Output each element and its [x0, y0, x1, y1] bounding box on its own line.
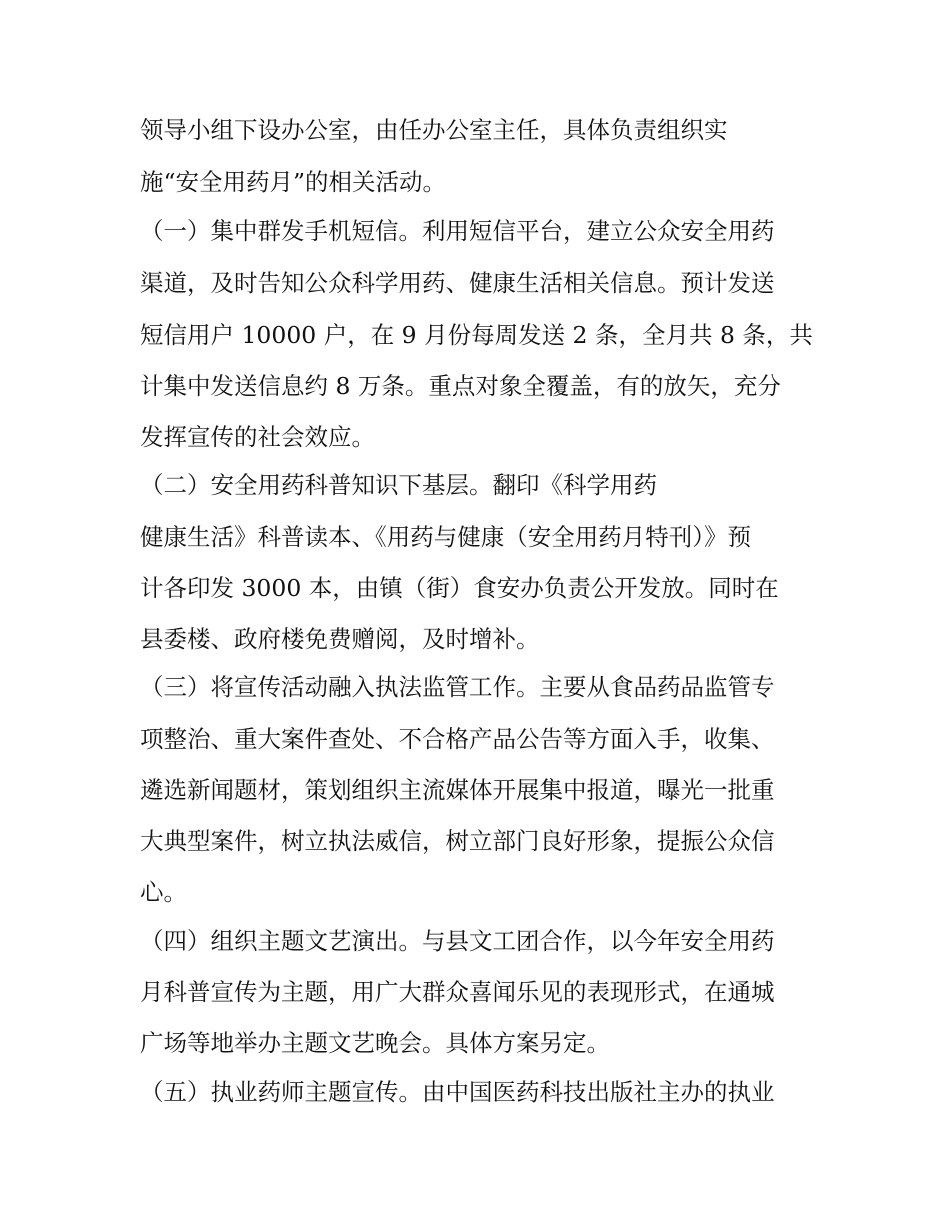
text-line: 计各印发 3000 本，由镇（街）食安办负责公开发放。同时在	[140, 574, 779, 602]
text-line: （一）集中群发手机短信。利用短信平台，建立公众安全用药	[140, 217, 775, 245]
text-line: （三）将宣传活动融入执法监管工作。主要从食品药品监管专	[140, 673, 775, 701]
text-line: 计集中发送信息约 8 万条。重点对象全覆盖，有的放矢，充分	[140, 372, 781, 400]
text-line: 发挥宣传的社会效应。	[140, 423, 375, 451]
text-line: 遴选新闻题材，策划组织主流媒体开展集中报道，曝光一批重	[140, 776, 775, 804]
text-line: （二）安全用药科普知识下基层。翻印《科学用药	[140, 471, 657, 499]
text-line: 月科普宣传为主题，用广大群众喜闻乐见的表现形式，在通城	[140, 978, 775, 1006]
text-line: （四）组织主题文艺演出。与县文工团合作，以今年安全用药	[140, 927, 775, 955]
text-line: 项整治、重大案件查处、不合格产品公告等方面入手，收集、	[140, 725, 775, 753]
text-line: 渠道，及时告知公众科学用药、健康生活相关信息。预计发送	[140, 269, 775, 297]
text-line: 心。	[140, 878, 187, 906]
text-line: 施“安全用药月”的相关活动。	[140, 168, 447, 196]
text-line: 广场等地举办主题文艺晚会。具体方案另定。	[140, 1029, 610, 1057]
text-line: 短信用户 10000 户，在 9 月份每周发送 2 条，全月共 8 条，共	[140, 321, 813, 349]
text-line: 健康生活》科普读本、《用药与健康（安全用药月特刊）》预	[140, 523, 751, 551]
text-line: 县委楼、政府楼免费赠阅，及时增补。	[140, 625, 540, 653]
text-line: 大典型案件，树立执法威信，树立部门良好形象，提振公众信	[140, 827, 775, 855]
text-line: 领导小组下设办公室，由任办公室主任，具体负责组织实	[140, 116, 728, 144]
text-line: （五）执业药师主题宣传。由中国医药科技出版社主办的执业	[140, 1078, 775, 1106]
